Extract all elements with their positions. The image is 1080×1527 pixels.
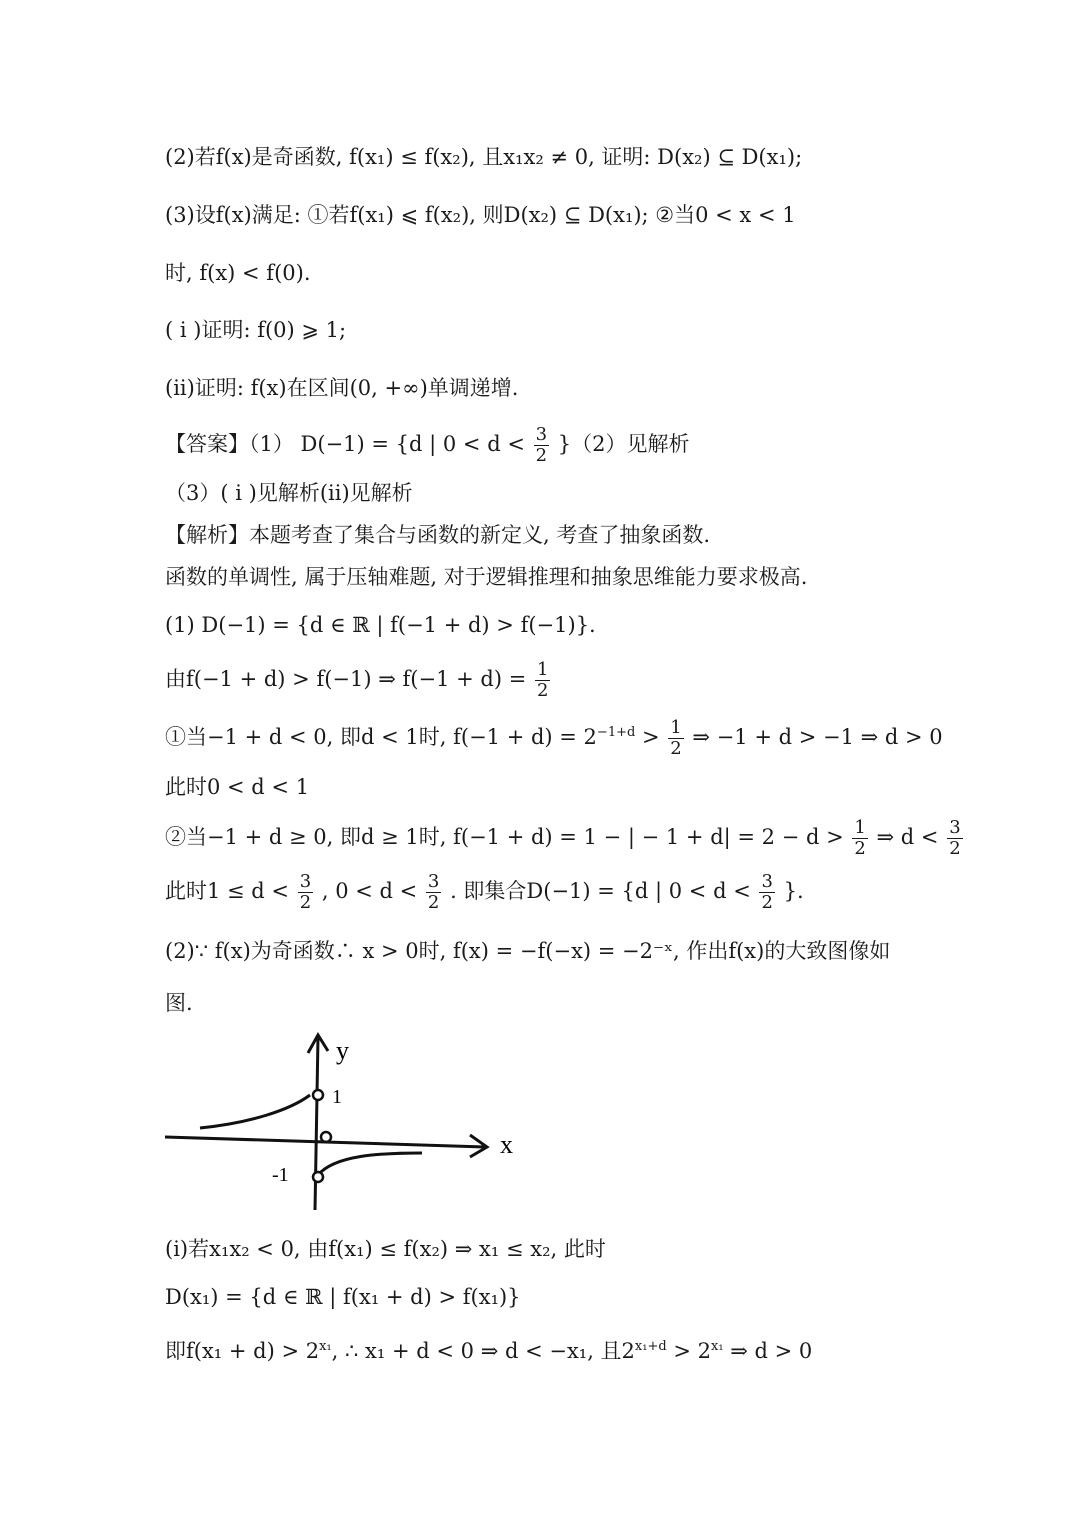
fraction: $\frac{3}{2}$: [427, 871, 440, 913]
text: ⇒ d <: [876, 825, 939, 849]
y-label: y: [336, 1036, 349, 1065]
curve-right: [318, 1153, 422, 1175]
fraction: $\frac{1}{2}$: [536, 659, 549, 701]
exponent: x₁: [711, 1339, 724, 1354]
text: ⇒ −1 + d > −1 ⇒ d > 0: [692, 725, 943, 749]
answer-line: [165, 425, 920, 466]
solution-2: (2)∵ f(x)为奇函数∴ x > 0时, f(x) = −f(−x) = −2⁻ˣ, 作出f(x)的大致图像如: [165, 939, 891, 963]
open-point-top: [313, 1090, 323, 1100]
text: }.: [783, 879, 804, 903]
tick-1-label: 1: [332, 1086, 342, 1108]
solution-2-cont: 图.: [165, 991, 193, 1015]
case-1: [165, 717, 943, 759]
fraction: $\frac{3}{2}$: [761, 871, 773, 913]
fraction: $\frac{3}{2}$: [535, 424, 548, 466]
solution-1-step: [165, 660, 920, 701]
part3-statement: (3)设f(x)满足: ①若f(x₁) ⩽ f(x₂), 则D(x₂) ⊆ D(x₁); ②当0 < x < 1: [165, 203, 796, 227]
text: >: [635, 725, 660, 749]
curve-left: [200, 1095, 310, 1128]
answer-line-2: （3）( i )见解析(ii)见解析: [165, 481, 413, 505]
text: ②当−1 + d ≥ 0, 即d ≥ 1时, f(−1 + d) = 1 − | − 1 + d| = 2 − d >: [165, 825, 844, 849]
case-2-result: [165, 872, 920, 913]
case-2: [165, 817, 961, 859]
part3-i: ( i )证明: f(0) ⩾ 1;: [165, 318, 347, 342]
answer-text: 【答案】（1） D(−1) = {d | 0 < d <: [165, 432, 525, 456]
part3-condition: 时, f(x) < f(0).: [165, 261, 311, 285]
set-definition: D(x₁) = {d ∈ ℝ | f(x₁ + d) > f(x₁)}: [165, 1285, 521, 1309]
text: 即f(x₁ + d) > 2: [165, 1339, 320, 1363]
solution-2-i: (i)若x₁x₂ < 0, 由f(x₁) ≤ f(x₂) ⇒ x₁ ≤ x₂, 此时: [165, 1237, 606, 1261]
exponent: x₁+d: [634, 1339, 667, 1354]
text: , ∴ x₁ + d < 0 ⇒ d < −x₁, 且2: [331, 1339, 635, 1363]
exponent: x₁: [319, 1339, 332, 1354]
part3-ii: (ii)证明: f(x)在区间(0, +∞)单调递增.: [165, 376, 519, 400]
text: 由f(−1 + d) > f(−1) ⇒ f(−1 + d) =: [165, 667, 527, 691]
tick-neg1-label: -1: [272, 1164, 289, 1186]
analysis-text: 函数的单调性, 属于压轴难题, 对于逻辑推理和抽象思维能力要求极高.: [165, 565, 808, 589]
fraction: $\frac{3}{2}$: [299, 871, 312, 913]
hand-drawn-graph: [160, 1025, 540, 1225]
fraction: $\frac{1}{2}$: [670, 717, 682, 759]
open-point-bottom: [313, 1172, 323, 1182]
text: , 0 < d <: [321, 879, 418, 903]
derivation: [165, 1332, 920, 1366]
origin-point: [321, 1132, 331, 1142]
case-1-result: 此时0 < d < 1: [165, 775, 310, 799]
text: 此时1 ≤ d <: [165, 879, 290, 903]
x-label: x: [500, 1130, 513, 1159]
part2-statement: (2)若f(x)是奇函数, f(x₁) ≤ f(x₂), 且x₁x₂ ≠ 0, 证明: D(x₂) ⊆ D(x₁);: [165, 145, 803, 169]
y-axis: [315, 1037, 318, 1210]
fraction: $\frac{1}{2}$: [854, 817, 866, 859]
text: > 2: [666, 1339, 711, 1363]
text: . 即集合D(−1) = {d | 0 < d <: [450, 879, 751, 903]
answer-text-2: }（2）见解析: [557, 432, 690, 456]
fraction: $\frac{3}{2}$: [949, 817, 961, 859]
exponent: −1+d: [596, 725, 636, 740]
text: ①当−1 + d < 0, 即d < 1时, f(−1 + d) = 2: [165, 725, 597, 749]
analysis-heading: 【解析】本题考查了集合与函数的新定义, 考查了抽象函数.: [165, 523, 711, 547]
solution-1: (1) D(−1) = {d ∈ ℝ | f(−1 + d) > f(−1)}.: [165, 613, 596, 637]
text: ⇒ d > 0: [723, 1339, 813, 1363]
